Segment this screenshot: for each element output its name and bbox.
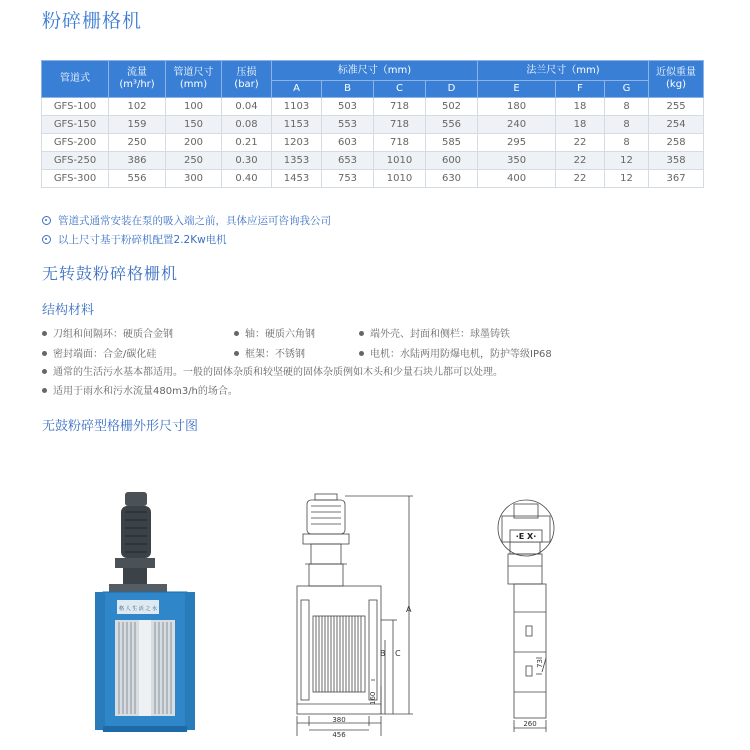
- bullet-icon: [234, 351, 239, 356]
- table-cell: 1353: [272, 152, 322, 170]
- table-cell: 502: [426, 98, 478, 116]
- material-text: 刀组和间隔环：硬质合金钢: [53, 329, 173, 340]
- dimension-456-label: 456: [332, 731, 346, 739]
- table-cell: 8: [605, 134, 649, 152]
- table-cell: GFS-200: [42, 134, 109, 152]
- table-cell: 718: [374, 134, 426, 152]
- product-photo: [95, 488, 205, 740]
- table-cell: 12: [605, 170, 649, 188]
- table-cell: 1203: [272, 134, 322, 152]
- table-cell: 200: [166, 134, 222, 152]
- table-cell: 258: [649, 134, 704, 152]
- table-cell: 295: [478, 134, 556, 152]
- table-cell: 0.40: [222, 170, 272, 188]
- table-cell: 1453: [272, 170, 322, 188]
- table-row: [42, 170, 704, 188]
- col-header-flow: 流量 (m³/hr): [109, 61, 166, 98]
- col-header-f: F: [556, 81, 605, 98]
- table-cell: 630: [426, 170, 478, 188]
- table-cell: 240: [478, 116, 556, 134]
- mount-plate: [109, 584, 167, 592]
- ex-mark-label: ·E X·: [515, 532, 537, 541]
- dimension-260-label: 260: [523, 720, 537, 728]
- table-cell: 653: [322, 152, 374, 170]
- table-cell: 753: [322, 170, 374, 188]
- material-item: [234, 345, 305, 360]
- side-view-drawing: [480, 492, 590, 740]
- table-cell: 503: [322, 98, 374, 116]
- table-cell: 255: [649, 98, 704, 116]
- dimension-a-label: A: [406, 605, 412, 614]
- spec-table: [41, 60, 704, 188]
- table-cell: 254: [649, 116, 704, 134]
- table-cell: 180: [478, 98, 556, 116]
- col-header-c: C: [374, 81, 426, 98]
- table-cell: 718: [374, 116, 426, 134]
- bullet-icon: [42, 351, 47, 356]
- table-cell: GFS-250: [42, 152, 109, 170]
- right-side-rail: [185, 592, 195, 730]
- table-cell: 367: [649, 170, 704, 188]
- cutter-shaft: [139, 620, 151, 716]
- table-cell: 8: [605, 98, 649, 116]
- bullet-icon: [42, 331, 47, 336]
- motor-flange: [115, 558, 155, 568]
- table-cell: 12: [605, 152, 649, 170]
- section-title: 无转鼓粉碎格栅机: [42, 264, 179, 283]
- material-item: [42, 363, 503, 378]
- table-cell: 553: [322, 116, 374, 134]
- material-text: 端外壳、封面和侧栏：球墨铸铁: [370, 329, 510, 340]
- col-header-pipe: 管道尺寸 (mm): [166, 61, 222, 98]
- material-text: 适用于雨水和污水流量480m3/h的场合。: [53, 386, 238, 397]
- material-item: [42, 325, 173, 340]
- table-cell: 556: [109, 170, 166, 188]
- table-cell: 1103: [272, 98, 322, 116]
- drawing-motor: [307, 500, 345, 534]
- material-text: 密封端面：合金/碳化硅: [53, 349, 157, 360]
- material-item: [42, 345, 156, 360]
- drawing-motor-end: [498, 500, 554, 556]
- col-header-e: E: [478, 81, 556, 98]
- table-cell: 585: [426, 134, 478, 152]
- material-item: [359, 345, 552, 360]
- note-text: 管道式通常安装在泵的吸入端之前，具体应运可咨询我公司: [58, 215, 331, 227]
- table-cell: 18: [556, 98, 605, 116]
- material-text: 轴：硬质六角钢: [245, 329, 315, 340]
- bullet-icon: [234, 331, 239, 336]
- material-text: 通常的生活污水基本都适用。一般的固体杂质和较坚硬的固体杂质例如木头和少量石块儿都可以处理。: [53, 367, 503, 378]
- table-cell: 22: [556, 170, 605, 188]
- drawing-motor-flange: [303, 534, 349, 544]
- note-motor: [42, 232, 227, 247]
- col-header-d: D: [426, 81, 478, 98]
- table-cell: 1010: [374, 170, 426, 188]
- table-cell: 300: [166, 170, 222, 188]
- table-cell: 358: [649, 152, 704, 170]
- table-cell: 718: [374, 98, 426, 116]
- col-header-g: G: [605, 81, 649, 98]
- table-cell: GFS-100: [42, 98, 109, 116]
- dimension-b-label: B: [380, 649, 386, 658]
- material-item: [42, 382, 238, 397]
- table-cell: 603: [322, 134, 374, 152]
- col-header-pressure: 压损 (bar): [222, 61, 272, 98]
- dimension-380-label: 380: [332, 716, 346, 724]
- table-cell: 1153: [272, 116, 322, 134]
- table-row: [42, 152, 704, 170]
- name-plate-text: 格 人 生 活 之 水: [119, 606, 157, 612]
- left-side-rail: [95, 592, 105, 730]
- dimension-160-label: 160: [369, 691, 377, 705]
- table-cell: 0.21: [222, 134, 272, 152]
- table-cell: 386: [109, 152, 166, 170]
- table-cell: 600: [426, 152, 478, 170]
- table-cell: 0.08: [222, 116, 272, 134]
- table-cell: 250: [166, 152, 222, 170]
- material-item: [359, 325, 510, 340]
- table-row: [42, 98, 704, 116]
- col-header-a: A: [272, 81, 322, 98]
- table-cell: 250: [109, 134, 166, 152]
- table-row: [42, 134, 704, 152]
- table-cell: 8: [605, 116, 649, 134]
- dimension-73-label: 73: [536, 659, 544, 668]
- front-view-drawing: [285, 490, 425, 740]
- table-cell: 22: [556, 152, 605, 170]
- motor-cap: [125, 492, 147, 506]
- table-cell: GFS-300: [42, 170, 109, 188]
- table-cell: 100: [166, 98, 222, 116]
- table-cell: 0.04: [222, 98, 272, 116]
- col-header-flange-size: 法兰尺寸（mm): [478, 61, 649, 81]
- table-cell: 159: [109, 116, 166, 134]
- bullet-icon: [42, 388, 47, 393]
- note-installation: [42, 213, 331, 228]
- drawing-grate: [313, 616, 365, 692]
- table-cell: 556: [426, 116, 478, 134]
- bullet-icon: [359, 351, 364, 356]
- material-text: 框架：不锈钢: [245, 349, 305, 360]
- col-header-model: 管道式: [42, 61, 109, 98]
- table-cell: 18: [556, 116, 605, 134]
- drawing-title: 无鼓粉碎型格栅外形尺寸图: [42, 419, 199, 434]
- table-cell: 0.30: [222, 152, 272, 170]
- motor-body: [121, 506, 151, 558]
- col-header-standard-size: 标准尺寸（mm): [272, 61, 478, 81]
- table-row: [42, 116, 704, 134]
- base-plate: [103, 726, 187, 732]
- circle-bullet-icon: [42, 235, 51, 244]
- material-text: 电机：水陆两用防爆电机，防护等级IP68: [370, 349, 552, 360]
- table-cell: 350: [478, 152, 556, 170]
- page-title: 粉碎栅格机: [42, 10, 143, 32]
- bullet-icon: [359, 331, 364, 336]
- note-text: 以上尺寸基于粉碎机配置2.2Kw电机: [58, 234, 227, 246]
- material-item: [234, 325, 315, 340]
- col-header-b: B: [322, 81, 374, 98]
- table-cell: 150: [166, 116, 222, 134]
- col-header-weight: 近似重量 (kg): [649, 61, 704, 98]
- materials-title: 结构材料: [42, 303, 95, 318]
- dimension-c-label: C: [395, 649, 401, 658]
- table-cell: GFS-150: [42, 116, 109, 134]
- bullet-icon: [42, 369, 47, 374]
- circle-bullet-icon: [42, 216, 51, 225]
- table-cell: 22: [556, 134, 605, 152]
- table-cell: 400: [478, 170, 556, 188]
- table-cell: 1010: [374, 152, 426, 170]
- table-cell: 102: [109, 98, 166, 116]
- drawing-side-body: [514, 584, 546, 718]
